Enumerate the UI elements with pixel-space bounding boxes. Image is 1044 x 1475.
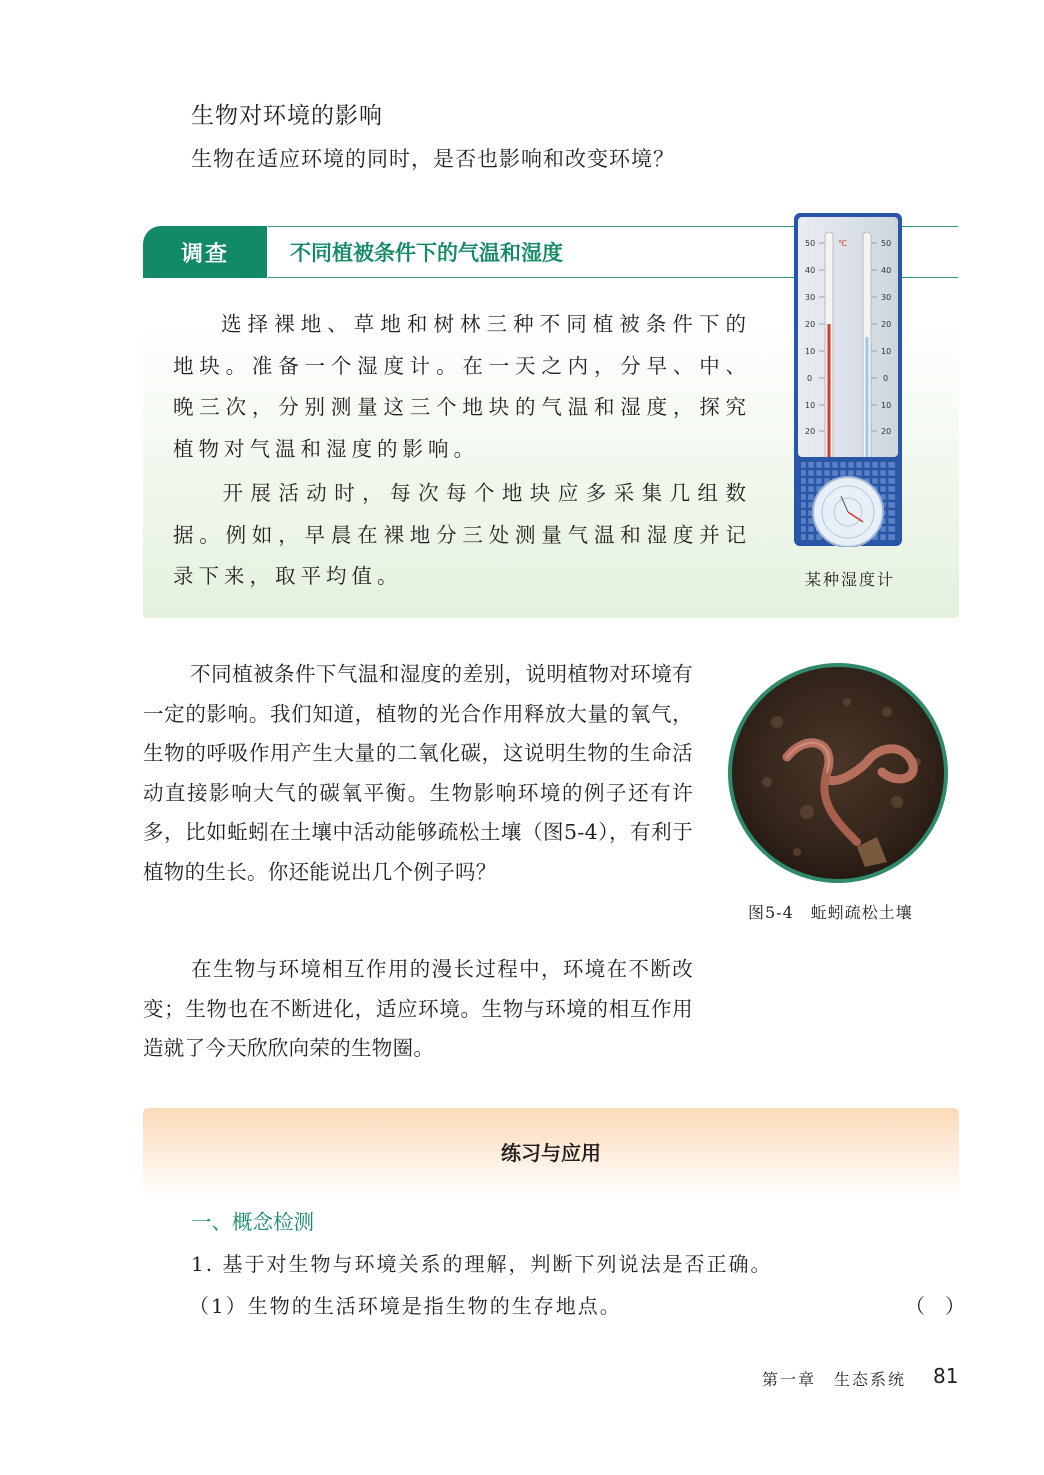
svg-text:0: 0: [807, 374, 813, 383]
hygrometer-image: [793, 212, 903, 547]
question-1: 1. 基于对生物与环境关系的理解，判断下列说法是否正确。: [191, 1252, 773, 1276]
investigation-paragraph: [173, 473, 751, 598]
section-title: 生物对环境的影响: [191, 103, 383, 129]
svg-text:40: 40: [805, 266, 816, 275]
investigation-paragraph-2-text: 开展活动时，每次每个地块应多采集几组数据。例如，早晨在裸地分三处测量气温和湿度并记录下来，取平均值。: [173, 481, 751, 588]
earthworm-figure-caption: 图5-4 蚯蚓疏松土壤: [748, 903, 913, 922]
svg-text:10: 10: [881, 347, 892, 356]
earthworm-soil-image: [727, 662, 949, 884]
svg-text:50: 50: [881, 239, 892, 248]
main-paragraph: [143, 950, 693, 1069]
svg-text:40: 40: [881, 266, 892, 275]
svg-text:20: 20: [881, 427, 892, 436]
hygrometer-caption: 某种湿度计: [805, 570, 896, 589]
main-paragraph: [143, 655, 693, 892]
concept-check-heading: 一、概念检测: [191, 1210, 314, 1234]
main-paragraph-1-text: 不同植被条件下气温和湿度的差别，说明植物对环境有一定的影响。我们知道，植物的光合作用释放大量的氧气，生物的呼吸作用产生大量的二氧化碳，这说明生物的生命活动直接影响大气的碳氧平衡。生物影响环境的例子还有许多，比如蚯蚓在土壤中活动能够疏松土壤（图5-4），有利于植物的生长。你还能说出几个例子吗？: [143, 662, 693, 884]
investigation-title: 不同植被条件下的气温和湿度: [290, 241, 563, 265]
svg-text:0: 0: [883, 374, 889, 383]
svg-text:℃: ℃: [838, 239, 847, 248]
svg-text:10: 10: [881, 401, 892, 410]
svg-text:30: 30: [805, 293, 816, 302]
svg-text:10: 10: [805, 401, 816, 410]
practice-title: 练习与应用: [501, 1141, 601, 1165]
svg-text:20: 20: [805, 320, 816, 329]
svg-text:20: 20: [881, 320, 892, 329]
investigation-tag: 调查: [143, 226, 267, 278]
svg-text:10: 10: [805, 347, 816, 356]
page-number: 81: [933, 1364, 959, 1388]
question-1-item-1: （1）生物的生活环境是指生物的生存地点。: [189, 1294, 622, 1318]
answer-bracket[interactable]: （ ）: [905, 1294, 965, 1318]
investigation-paragraph-1-text: 选择裸地、草地和树林三种不同植被条件下的地块。准备一个湿度计。在一天之内，分早、中、晚三次，分别测量这三个地块的气温和湿度，探究植物对气温和湿度的影响。: [173, 312, 751, 461]
svg-text:20: 20: [805, 427, 816, 436]
svg-text:30: 30: [881, 293, 892, 302]
section-question: 生物在适应环境的同时，是否也影响和改变环境？: [191, 147, 675, 171]
svg-text:50: 50: [805, 239, 816, 248]
investigation-paragraph: [173, 304, 751, 470]
main-paragraph-2-text: 在生物与环境相互作用的漫长过程中，环境在不断改变；生物也在不断进化，适应环境。生物与环境的相互作用造就了今天欣欣向荣的生物圈。: [143, 957, 693, 1060]
footer-chapter: 第一章 生态系统: [762, 1370, 907, 1389]
